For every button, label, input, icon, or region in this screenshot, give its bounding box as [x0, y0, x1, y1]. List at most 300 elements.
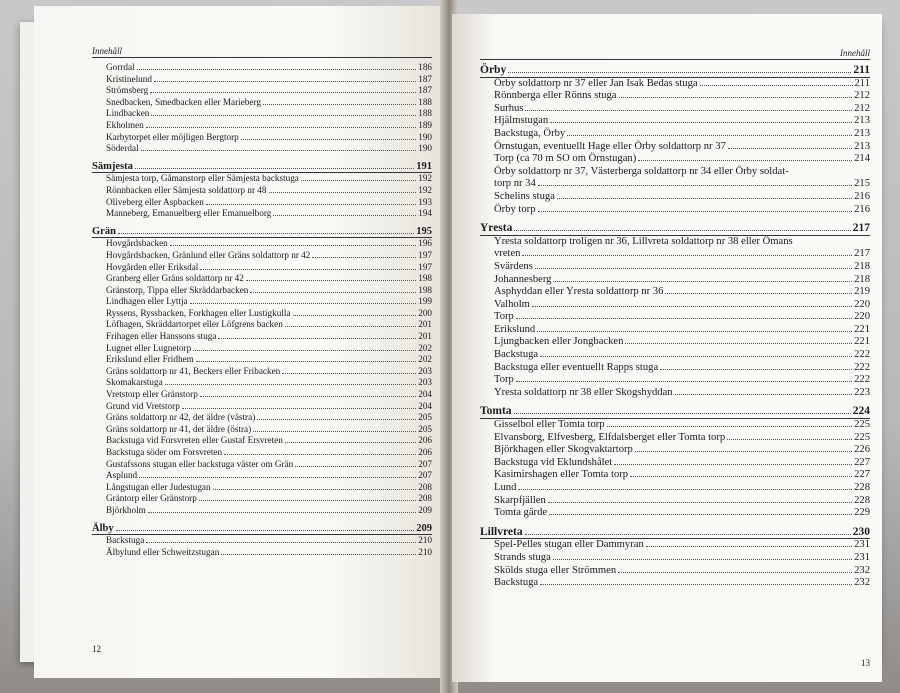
leader-dots [213, 489, 417, 490]
toc-entry [480, 191, 870, 204]
toc-entry [480, 286, 870, 299]
entry-title: Surhus [494, 102, 524, 114]
leader-dots [538, 185, 852, 186]
entry-page: 212 [854, 90, 870, 102]
toc-entry [480, 128, 870, 141]
toc-entry [92, 412, 432, 424]
entry-page: 189 [418, 119, 432, 130]
leader-dots [200, 269, 416, 270]
leader-dots [567, 135, 852, 136]
toc-entry [92, 120, 432, 132]
leader-dots [200, 396, 416, 397]
entry-page: 205 [418, 423, 432, 434]
entry-title: Backstuga söder om Forsvreten [106, 447, 223, 457]
leader-dots [295, 466, 416, 467]
toc-entry [92, 331, 432, 343]
toc-entry [480, 469, 870, 482]
entry-title: Rönnberga eller Rönns stuga [494, 90, 617, 102]
toc-entry [92, 424, 432, 436]
entry-title: Örby torp [494, 203, 536, 215]
page-number: 12 [92, 644, 101, 654]
running-head: Innehåll [92, 46, 122, 56]
entry-page: 221 [854, 336, 870, 348]
entry-page: 202 [418, 354, 432, 365]
entry-page: 201 [418, 331, 432, 342]
toc-entry [92, 62, 432, 74]
entry-page: 208 [418, 481, 432, 492]
toc-entry [92, 401, 432, 413]
entry-page: 229 [854, 507, 870, 519]
entry-title: Gränstorp, Tippa eller Skräddarbacken [106, 284, 249, 295]
leader-dots [619, 97, 853, 98]
section-page: 217 [852, 222, 870, 235]
entry-title: Rönnbacken eller Sämjesta soldattorp nr 48 [106, 184, 267, 195]
toc-entry [480, 274, 870, 287]
entry-page: 190 [418, 131, 432, 142]
right-page [452, 14, 882, 682]
entry-page: 201 [418, 319, 432, 330]
section-title: Sämjesta [92, 160, 133, 172]
entry-title: Erikslund [494, 323, 536, 335]
toc-entry [92, 238, 432, 250]
leader-dots [625, 343, 852, 344]
header-rule [480, 59, 870, 60]
entry-page: 222 [854, 361, 870, 373]
entry-page: 217 [854, 248, 870, 260]
leader-dots [665, 293, 852, 294]
entry-page: 213 [854, 140, 870, 152]
entry-title: Gustafssons stugan eller backstuga väster om Grän [106, 458, 294, 469]
toc-entry [480, 444, 870, 457]
leader-dots [553, 281, 852, 282]
entry-title-continued: torp nr 34 [494, 178, 536, 190]
entry-page: 207 [418, 470, 432, 481]
entry-title: Skarpfjällen [494, 494, 546, 506]
leader-dots [548, 502, 852, 503]
entry-title: Skomakarstuga [106, 377, 163, 388]
entry-page: 210 [418, 535, 432, 546]
toc-entry [92, 435, 432, 447]
entry-page: 222 [854, 349, 870, 361]
leader-dots [269, 192, 417, 193]
section-title: Grän [92, 225, 116, 237]
entry-page: 232 [854, 577, 870, 589]
entry-title: Hovgårdsbacken [106, 238, 168, 249]
leader-dots [514, 413, 851, 414]
toc-entry [92, 377, 432, 389]
entry-title: Strands stuga [494, 551, 551, 563]
entry-page: 188 [418, 108, 432, 119]
left-page [34, 6, 444, 678]
leader-dots [135, 168, 414, 169]
entry-title: Hovgården eller Eriksdal [106, 261, 199, 272]
entry-title: Yresta soldattorp nr 38 eller Skogshyddan [494, 386, 673, 398]
leader-dots [273, 215, 416, 216]
leader-dots [532, 306, 852, 307]
toc-entry [480, 457, 870, 470]
leader-dots [514, 230, 850, 231]
entry-title: Svärdens [494, 260, 533, 272]
entry-page: 226 [854, 444, 870, 456]
leader-dots [148, 512, 416, 513]
entry-title: Ljungbacken eller Jongbacken [494, 336, 624, 348]
entry-page: 227 [854, 456, 870, 468]
entry-title: Lindhagen eller Lyttja [106, 296, 188, 307]
leader-dots [700, 85, 853, 86]
entry-title: Frihagen eller Hanssons stuga [106, 331, 217, 342]
entry-page: 228 [854, 482, 870, 493]
entry-title: Löfhagen, Skräddartorpet eller Löfgrens backen [106, 319, 283, 330]
leader-dots [151, 115, 416, 116]
entry-page: 196 [418, 238, 432, 249]
entry-page: 188 [418, 96, 432, 107]
entry-page: 221 [854, 323, 870, 335]
leader-dots [516, 381, 852, 382]
leader-dots [206, 204, 416, 205]
entry-page: 206 [418, 435, 432, 446]
leader-dots [508, 72, 851, 73]
entry-page: 207 [418, 458, 432, 469]
entry-title: Snedbacken, Smedbacken eller Marieberg [106, 96, 261, 107]
section-title: Tomta [480, 405, 512, 418]
table-of-contents [92, 62, 432, 558]
entry-title: Hovgårdsbacken, Gränlund eller Gräns soldattorp nr 42 [106, 249, 311, 260]
entry-title: Gräns soldattorp nr 42, det äldre (västra) [106, 412, 256, 423]
leader-dots [246, 280, 416, 281]
entry-page: 223 [854, 386, 870, 398]
entry-page: 206 [418, 447, 432, 457]
entry-page: 193 [418, 196, 432, 207]
entry-page: 198 [418, 273, 432, 284]
entry-title: Asplund [106, 470, 138, 481]
entry-title-continued: vreten [494, 248, 521, 260]
leader-dots [518, 489, 852, 490]
toc-entry [480, 577, 870, 590]
leader-dots [250, 292, 416, 293]
leader-dots [638, 160, 852, 161]
entry-title: Torp [494, 311, 514, 323]
entry-page: 218 [854, 273, 870, 285]
toc-section-heading [480, 526, 870, 540]
toc-entry [480, 482, 870, 495]
entry-page: 209 [418, 504, 432, 515]
entry-title: Örnstugan, eventuellt Hage eller Örby soldattorp nr 37 [494, 140, 726, 152]
entry-title: Gorrdal [106, 62, 135, 72]
leader-dots [549, 514, 852, 515]
entry-title: Älbylund eller Schweitzstugan [106, 546, 220, 557]
entry-page: 214 [854, 153, 870, 165]
toc-entry [92, 132, 432, 144]
entry-title: Kristinelund [106, 73, 152, 84]
entry-title: Yresta soldattorp troligen nr 36, Lillvreta soldattorp nr 38 eller Ömans [494, 235, 793, 247]
entry-page: 190 [418, 143, 432, 154]
leader-dots [607, 426, 853, 427]
leader-dots [150, 92, 416, 93]
toc-entry [480, 362, 870, 375]
table-of-contents [480, 64, 870, 590]
leader-dots [301, 180, 416, 181]
leader-dots [553, 559, 852, 560]
toc-entry [92, 273, 432, 285]
toc-entry [480, 552, 870, 565]
entry-title: Spel-Pelles stugan eller Dammyran [494, 539, 644, 551]
toc-entry [480, 90, 870, 103]
entry-page: 186 [418, 62, 432, 72]
section-page: 191 [416, 160, 432, 172]
entry-page: 208 [418, 493, 432, 504]
leader-dots [635, 451, 852, 452]
entry-title: Björkholm [106, 504, 146, 515]
entry-title: Backstuga vid Forsvreten eller Gustaf Ersvreten [106, 435, 283, 446]
leader-dots [675, 394, 853, 395]
entry-title: Backstuga eller eventuellt Rapps stuga [494, 361, 659, 373]
toc-entry [92, 143, 432, 155]
leader-dots [139, 477, 416, 478]
leader-dots [728, 148, 852, 149]
toc-entry [92, 97, 432, 109]
leader-dots [516, 318, 852, 319]
leader-dots [165, 384, 417, 385]
leader-dots [557, 198, 852, 199]
leader-dots [285, 442, 416, 443]
section-title: Älby [92, 522, 114, 534]
toc-entry [480, 565, 870, 578]
toc-entry [92, 547, 432, 559]
section-page: 224 [852, 405, 870, 418]
toc-entry [92, 343, 432, 355]
toc-entry [92, 108, 432, 120]
leader-dots [141, 150, 417, 151]
leader-dots [154, 81, 416, 82]
entry-page: 216 [854, 190, 870, 202]
entry-page: 194 [418, 208, 432, 219]
entry-title: Ekholmen [106, 119, 144, 130]
entry-page: 187 [418, 73, 432, 84]
leader-dots [535, 268, 852, 269]
entry-title: Valholm [494, 298, 530, 310]
entry-title: Asphyddan eller Yresta soldattorp nr 36 [494, 286, 664, 298]
section-title: Lillvreta [480, 525, 523, 538]
toc-section-heading [480, 405, 870, 419]
leader-dots [537, 331, 852, 332]
section-page: 209 [416, 522, 432, 534]
leader-dots [646, 546, 852, 547]
page-number: 13 [861, 658, 870, 668]
toc-entry [92, 250, 432, 262]
entry-page: 222 [854, 374, 870, 386]
leader-dots [540, 584, 852, 585]
leader-dots [146, 127, 416, 128]
entry-title: Backstuga [494, 577, 539, 589]
entry-page: 200 [418, 307, 432, 318]
toc-entry [480, 432, 870, 445]
entry-title: Sämjesta torp, Gåmanstorp eller Sämjesta backstuga [106, 173, 299, 184]
toc-entry-continuation [480, 248, 870, 261]
toc-entry [480, 539, 870, 552]
entry-page: 204 [418, 400, 432, 411]
section-title: Yresta [480, 222, 513, 235]
entry-title: Karbytorpet eller möjligen Bergtorp [106, 131, 239, 142]
toc-section-heading [92, 523, 432, 536]
leader-dots [618, 572, 852, 573]
entry-page: 203 [418, 377, 432, 388]
leader-dots [550, 122, 852, 123]
toc-entry [480, 115, 870, 128]
entry-title: Gräns soldattorp nr 41, det äldre (östra) [106, 423, 252, 434]
entry-page: 220 [854, 311, 870, 323]
toc-entry [92, 285, 432, 297]
toc-entry [480, 311, 870, 324]
toc-entry [480, 236, 870, 249]
toc-entry [92, 482, 432, 494]
entry-page: 218 [854, 260, 870, 272]
running-head: Innehåll [840, 48, 870, 58]
toc-entry [480, 349, 870, 362]
toc-entry-continuation [480, 178, 870, 191]
entry-page: 204 [418, 389, 432, 400]
entry-page: 227 [854, 469, 870, 481]
leader-dots [137, 69, 417, 70]
toc-entry [92, 185, 432, 197]
toc-entry [480, 166, 870, 179]
entry-page: 220 [854, 298, 870, 310]
toc-entry [480, 336, 870, 349]
toc-entry [480, 419, 870, 432]
toc-entry [480, 387, 870, 400]
entry-title: Skölds stuga eller Strömmen [494, 564, 617, 576]
entry-title: Strömsberg [106, 85, 149, 96]
toc-entry [92, 505, 432, 517]
leader-dots [525, 534, 851, 535]
entry-page: 203 [418, 365, 432, 376]
entry-title: Backstuga, Örby [494, 127, 566, 139]
entry-title: Johannesberg [494, 273, 552, 285]
entry-title: Söderdal [106, 143, 139, 154]
leader-dots [182, 408, 416, 409]
entry-page: 197 [418, 261, 432, 272]
entry-page: 231 [854, 539, 870, 551]
entry-title: Torp [494, 374, 514, 386]
section-page: 211 [853, 64, 870, 76]
entry-page: 192 [418, 173, 432, 184]
section-title: Örby [480, 64, 507, 76]
entry-page: 225 [854, 419, 870, 431]
entry-title: Manneberg, Emanuelberg eller Emanuelborg [106, 208, 272, 219]
leader-dots [190, 303, 417, 304]
leader-dots [199, 500, 416, 501]
toc-entry [92, 354, 432, 366]
entry-title: Lund [494, 482, 517, 493]
toc-section-heading [92, 161, 432, 174]
section-page: 230 [852, 525, 870, 538]
entry-page: 197 [418, 249, 432, 260]
leader-dots [224, 454, 416, 455]
toc-entry [480, 374, 870, 387]
entry-page: 202 [418, 342, 432, 353]
toc-entry [92, 447, 432, 459]
toc-entry [480, 153, 870, 166]
toc-entry [92, 262, 432, 274]
entry-title: Backstuga [106, 535, 145, 546]
section-page: 195 [416, 225, 432, 237]
entry-page: 216 [854, 203, 870, 215]
leader-dots [257, 419, 416, 420]
toc-entry [92, 389, 432, 401]
leader-dots [285, 326, 416, 327]
entry-title: Oliveberg eller Aspbacken [106, 196, 204, 207]
leader-dots [525, 110, 852, 111]
leader-dots [146, 542, 416, 543]
entry-title: Schelins stuga [494, 190, 555, 202]
entry-page: 198 [418, 284, 432, 295]
toc-entry [92, 173, 432, 185]
leader-dots [312, 257, 416, 258]
leader-dots [614, 464, 852, 465]
entry-title: Örby soldattorp nr 37, Västerberga soldattorp nr 34 eller Örby soldat- [494, 165, 789, 177]
toc-entry [480, 495, 870, 508]
entry-page: 192 [418, 184, 432, 195]
toc-section-heading [480, 64, 870, 78]
entry-title: Gräntorp eller Gränstorp [106, 493, 197, 504]
toc-entry [92, 74, 432, 86]
entry-page: 228 [854, 494, 870, 506]
entry-title: Granberg eller Gräns soldattorp nr 42 [106, 273, 244, 284]
toc-entry [92, 535, 432, 547]
entry-page: 213 [854, 115, 870, 127]
leader-dots [540, 356, 852, 357]
toc-entry [480, 141, 870, 154]
toc-entry [92, 308, 432, 320]
toc-entry [480, 261, 870, 274]
entry-page: 215 [854, 178, 870, 190]
entry-page: 199 [418, 296, 432, 307]
leader-dots [118, 233, 414, 234]
entry-title: Lugnet eller Lugnetorp [106, 342, 192, 353]
toc-entry [480, 103, 870, 116]
toc-entry [92, 470, 432, 482]
leader-dots [218, 338, 416, 339]
leader-dots [522, 255, 852, 256]
leader-dots [263, 104, 416, 105]
leader-dots [538, 211, 853, 212]
toc-entry [480, 78, 870, 91]
leader-dots [253, 431, 416, 432]
entry-page: 231 [854, 551, 870, 563]
entry-title: Ryssens, Ryssbacken, Forkhagen eller Lustigkulla [106, 307, 291, 318]
toc-entry [92, 85, 432, 97]
toc-entry [92, 319, 432, 331]
leader-dots [170, 245, 416, 246]
toc-entry [92, 296, 432, 308]
toc-entry [480, 507, 870, 520]
leader-dots [241, 139, 416, 140]
entry-page: 211 [854, 77, 870, 89]
entry-title: Elvansborg, Elfvesberg, Elfdalsberget eller Tomta torp [494, 431, 726, 443]
leader-dots [193, 350, 416, 351]
leader-dots [727, 439, 852, 440]
entry-title: Lindbacken [106, 108, 150, 119]
entry-title: Vretstorp eller Gränstorp [106, 389, 198, 400]
leader-dots [293, 315, 417, 316]
toc-section-heading [480, 222, 870, 236]
entry-title: Långstugan eller Judestugan [106, 481, 211, 492]
entry-title: Kasimirshagen eller Tomta torp [494, 469, 629, 481]
entry-title: Tomta gärde [494, 507, 548, 519]
entry-page: 213 [854, 127, 870, 139]
toc-entry [92, 366, 432, 378]
entry-page: 225 [854, 431, 870, 443]
toc-entry [480, 324, 870, 337]
